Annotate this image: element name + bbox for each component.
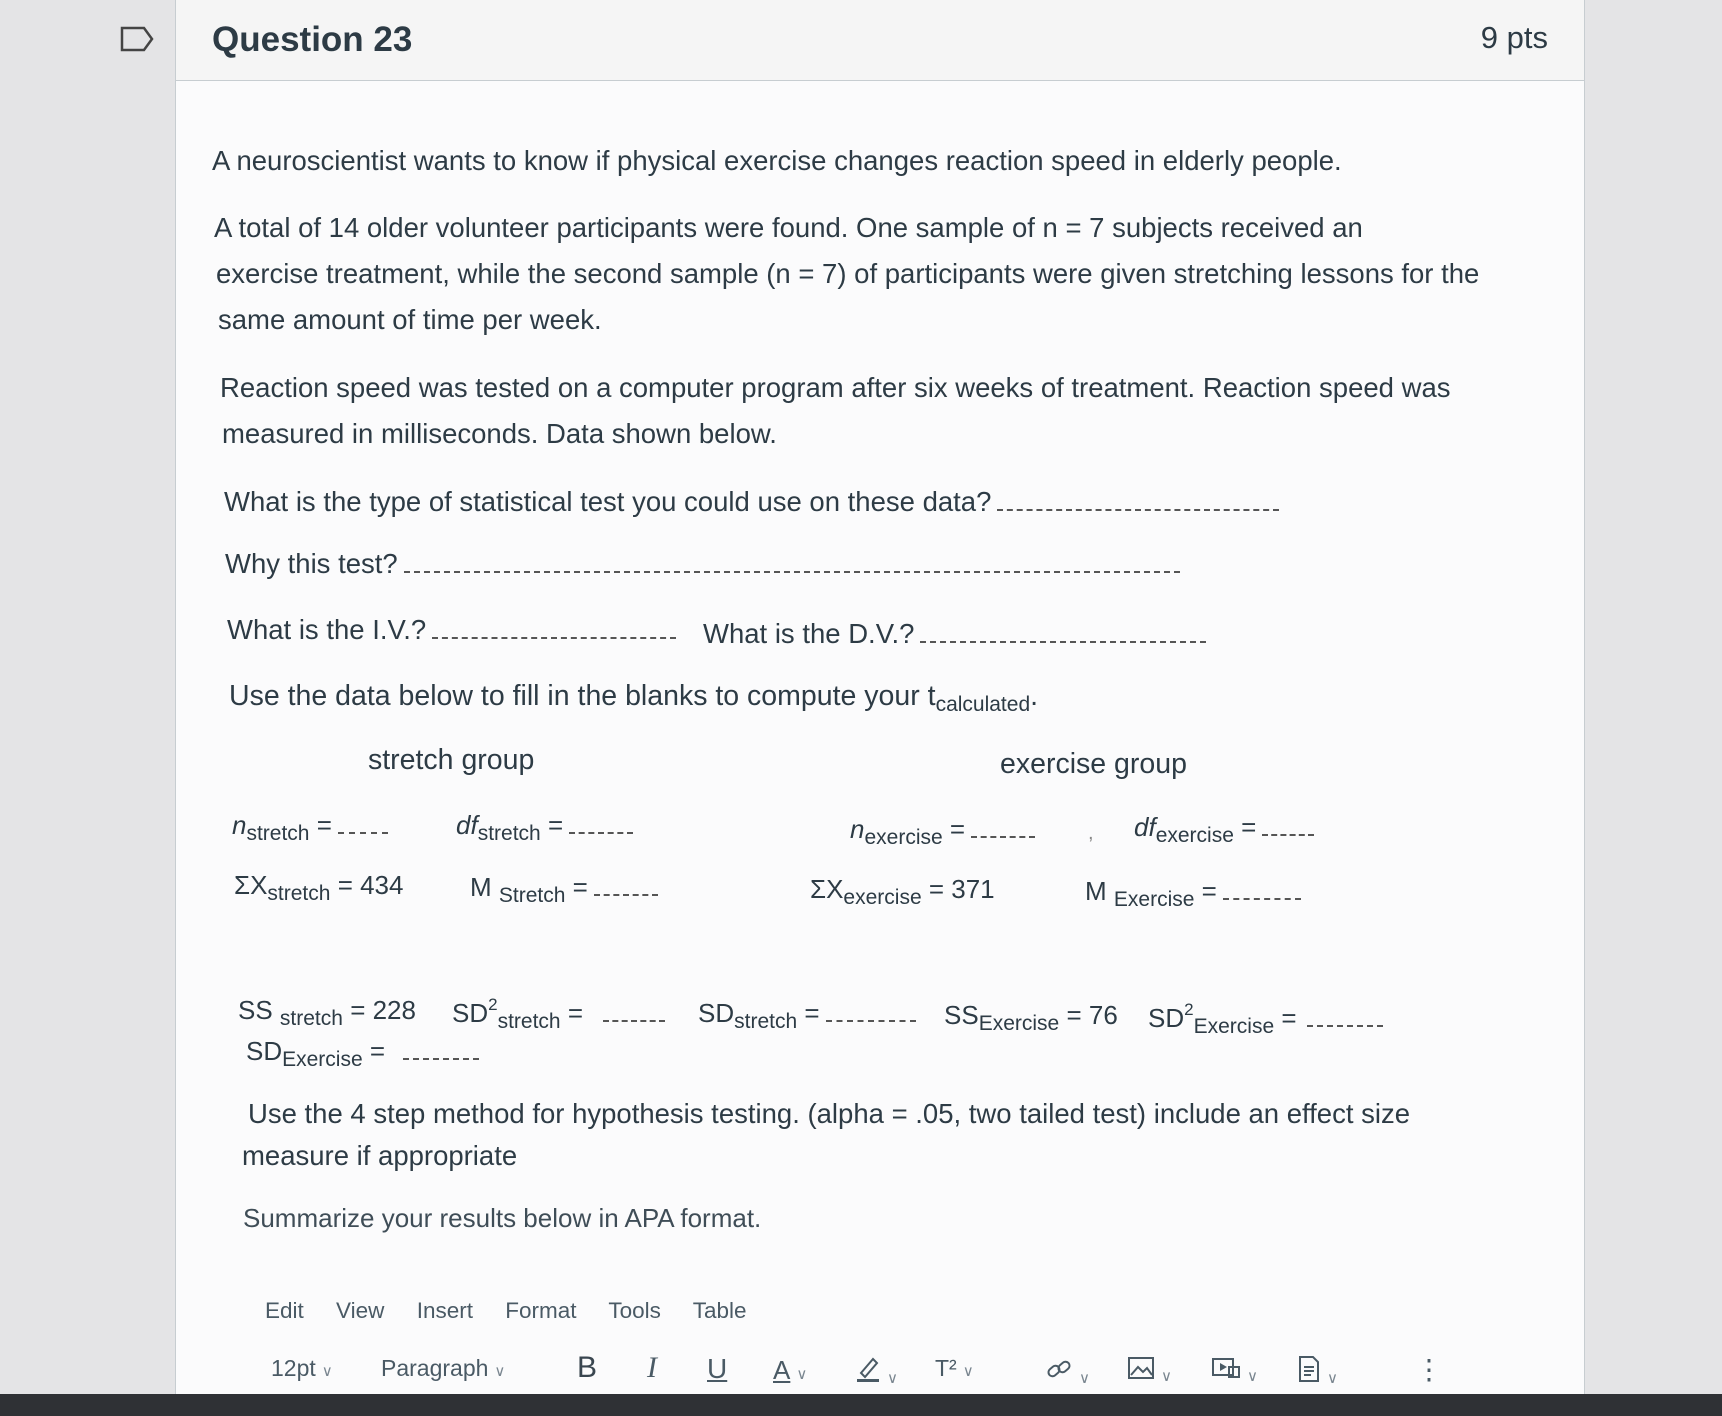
- font-size-value: 12pt: [271, 1355, 316, 1381]
- equals-sign: =: [1281, 1003, 1297, 1033]
- m-stretch-field: [470, 872, 658, 908]
- chevron-down-icon: ∨: [962, 1363, 974, 1380]
- media-icon: [1211, 1355, 1241, 1381]
- superscript-icon: T²: [935, 1355, 957, 1381]
- stretch-subscript: stretch: [246, 822, 310, 845]
- m-symbol: M: [470, 872, 492, 902]
- question-header: [176, 0, 1584, 81]
- superscript-button[interactable]: [935, 1355, 974, 1382]
- chevron-down-icon: ∨: [1327, 1370, 1338, 1387]
- ss-exercise: [944, 1000, 1118, 1036]
- chevron-down-icon: ∨: [796, 1366, 808, 1383]
- n-exercise-blank: [971, 832, 1035, 838]
- chevron-down-icon: ∨: [1079, 1370, 1090, 1387]
- stretch-subscript: stretch: [734, 1010, 798, 1033]
- exercise-subscript: Exercise: [282, 1048, 363, 1071]
- exercise-subscript: Exercise: [1193, 1015, 1275, 1038]
- chevron-down-icon: ∨: [887, 1370, 898, 1387]
- n-stretch-blank: [338, 828, 388, 834]
- sd2-stretch-blank: [603, 1016, 665, 1022]
- dv-question: [703, 618, 1206, 650]
- sum-exercise-value: = 371: [928, 874, 995, 904]
- equals-sign: =: [804, 998, 820, 1028]
- n-exercise-field: [850, 814, 1035, 850]
- ss-stretch: [238, 995, 416, 1031]
- italic-button[interactable]: I: [647, 1351, 657, 1384]
- stray-mark: ,: [1088, 822, 1094, 844]
- equals-sign: =: [1241, 812, 1257, 842]
- menu-tools[interactable]: Tools: [608, 1298, 661, 1323]
- df-symbol: df: [1134, 812, 1156, 842]
- m-exercise-field: [1085, 876, 1301, 912]
- n-stretch-field: [232, 810, 388, 846]
- use-data-instruction: [229, 680, 1038, 717]
- image-icon: [1127, 1355, 1155, 1381]
- sd-exercise-field: [246, 1036, 479, 1072]
- font-size-select[interactable]: [271, 1355, 333, 1382]
- design-line-2: exercise treatment, while the second sample (n = 7) of participants were given stretching lessons for the: [216, 258, 1480, 289]
- underline-button[interactable]: U: [707, 1353, 728, 1384]
- m-exercise-blank: [1223, 894, 1301, 900]
- df-stretch-blank: [569, 828, 633, 834]
- why-test-question: [225, 548, 1180, 580]
- sd-symbol: SD: [698, 998, 735, 1028]
- bookmark-flag-icon[interactable]: [120, 26, 154, 52]
- block-format-value: Paragraph: [381, 1355, 489, 1381]
- equals-sign: =: [547, 810, 564, 840]
- menu-view[interactable]: View: [336, 1298, 385, 1323]
- m-stretch-blank: [594, 890, 658, 896]
- menu-table[interactable]: Table: [692, 1298, 747, 1323]
- stretch-subscript: stretch: [477, 822, 541, 845]
- test-type-blank: [997, 505, 1279, 511]
- exercise-subscript: exercise: [843, 886, 922, 909]
- menu-insert[interactable]: Insert: [416, 1298, 473, 1323]
- equals-sign: =: [572, 872, 588, 902]
- design-line-1: A total of 14 older volunteer participants were found. One sample of n = 7 subjects received an: [214, 212, 1363, 243]
- why-test-blank: [404, 567, 1180, 573]
- screen-bottom-edge: [0, 1394, 1722, 1416]
- intro-paragraph: A neuroscientist wants to know if physical exercise changes reaction speed in elderly people.: [212, 145, 1342, 176]
- question-points: 9 pts: [1480, 20, 1548, 55]
- df-exercise-blank: [1262, 830, 1314, 836]
- iv-blank: [432, 633, 676, 639]
- link-button[interactable]: [1045, 1355, 1090, 1389]
- four-step-line-2: measure if appropriate: [242, 1140, 518, 1171]
- highlight-button[interactable]: [855, 1355, 898, 1389]
- sum-stretch-value: = 434: [337, 870, 404, 900]
- sd-symbol: SD: [1148, 1003, 1185, 1033]
- sum-x-symbol: ΣX: [234, 870, 268, 900]
- sd-stretch-field: [698, 998, 916, 1034]
- sd2-exercise-blank: [1307, 1021, 1383, 1027]
- exercise-subscript: Exercise: [1113, 888, 1195, 911]
- stretch-subscript: stretch: [279, 1007, 343, 1030]
- sum-x-stretch: [234, 870, 403, 906]
- media-button[interactable]: [1211, 1355, 1258, 1387]
- ss-symbol: SS: [238, 995, 273, 1025]
- exercise-group-heading: exercise group: [1000, 748, 1187, 780]
- iv-label: What is the I.V.?: [227, 614, 427, 645]
- image-button[interactable]: [1127, 1355, 1172, 1387]
- text-color-icon: A: [773, 1355, 791, 1385]
- document-icon: [1297, 1355, 1321, 1383]
- exercise-subscript: exercise: [1155, 824, 1234, 847]
- t-calculated-subscript: calculated: [935, 693, 1031, 716]
- df-exercise-field: [1134, 812, 1314, 848]
- sum-x-symbol: ΣX: [810, 874, 844, 904]
- question-title: Question 23: [212, 20, 413, 59]
- document-button[interactable]: [1297, 1355, 1338, 1389]
- summarize-instruction: Summarize your results below in APA format.: [243, 1203, 762, 1233]
- ss-symbol: SS: [944, 1000, 979, 1030]
- use-data-text: Use the data below to fill in the blanks to compute your t: [229, 680, 936, 712]
- m-symbol: M: [1085, 876, 1107, 906]
- n-symbol: n: [850, 814, 865, 844]
- use-data-period: .: [1030, 680, 1039, 712]
- chevron-down-icon: ∨: [1247, 1368, 1258, 1385]
- sd2-exercise-field: [1148, 1000, 1383, 1039]
- block-format-select[interactable]: [381, 1355, 505, 1382]
- iv-question: [227, 614, 676, 646]
- menu-edit[interactable]: Edit: [265, 1298, 304, 1323]
- sd-symbol: SD: [246, 1036, 283, 1066]
- ss-stretch-value: = 228: [350, 995, 416, 1025]
- ss-exercise-value: = 76: [1066, 1000, 1118, 1030]
- design-line-3: same amount of time per week.: [218, 304, 602, 335]
- highlighter-icon: [855, 1355, 881, 1383]
- why-test-label: Why this test?: [225, 548, 398, 579]
- equals-sign: =: [567, 998, 584, 1028]
- sd-stretch-blank: [826, 1016, 916, 1022]
- sd-symbol: SD: [452, 998, 489, 1028]
- procedure-line-1: Reaction speed was tested on a computer program after six weeks of treatment. Reaction speed was: [220, 372, 1451, 403]
- procedure-line-2: measured in milliseconds. Data shown below.: [222, 418, 777, 449]
- chevron-down-icon: ∨: [1161, 1368, 1172, 1385]
- equals-sign: =: [316, 810, 332, 840]
- exercise-subscript: Exercise: [978, 1012, 1060, 1035]
- menu-format[interactable]: Format: [505, 1298, 577, 1323]
- df-symbol: df: [456, 810, 478, 840]
- text-color-button[interactable]: [773, 1355, 807, 1386]
- chevron-down-icon: ∨: [321, 1363, 333, 1380]
- test-type-label: What is the type of statistical test you could use on these data?: [224, 486, 992, 517]
- exercise-subscript: exercise: [864, 826, 943, 849]
- dv-blank: [920, 637, 1206, 643]
- squared-superscript: 2: [488, 995, 498, 1014]
- n-symbol: n: [232, 810, 247, 840]
- stretch-subscript: stretch: [497, 1010, 561, 1033]
- link-icon: [1045, 1355, 1073, 1383]
- equals-sign: =: [949, 814, 966, 844]
- dv-label: What is the D.V.?: [703, 618, 915, 649]
- editor-menubar: [265, 1298, 773, 1324]
- bold-button[interactable]: B: [577, 1351, 598, 1384]
- chevron-down-icon: ∨: [494, 1363, 506, 1380]
- df-stretch-field: [456, 810, 633, 846]
- equals-sign: =: [1201, 876, 1217, 906]
- test-type-question: [224, 486, 1279, 518]
- equals-sign: =: [369, 1036, 386, 1066]
- sd2-stretch-field: [452, 995, 665, 1034]
- stretch-subscript: stretch: [267, 882, 331, 905]
- four-step-line-1: Use the 4 step method for hypothesis testing. (alpha = .05, two tailed test) include an effect size: [248, 1098, 1411, 1129]
- squared-superscript: 2: [1184, 1000, 1194, 1019]
- sum-x-exercise: [810, 874, 995, 910]
- stretch-subscript: Stretch: [498, 884, 566, 907]
- sd-exercise-blank: [403, 1054, 479, 1060]
- stretch-group-heading: stretch group: [368, 744, 535, 776]
- more-options-button[interactable]: ⋮: [1415, 1354, 1443, 1385]
